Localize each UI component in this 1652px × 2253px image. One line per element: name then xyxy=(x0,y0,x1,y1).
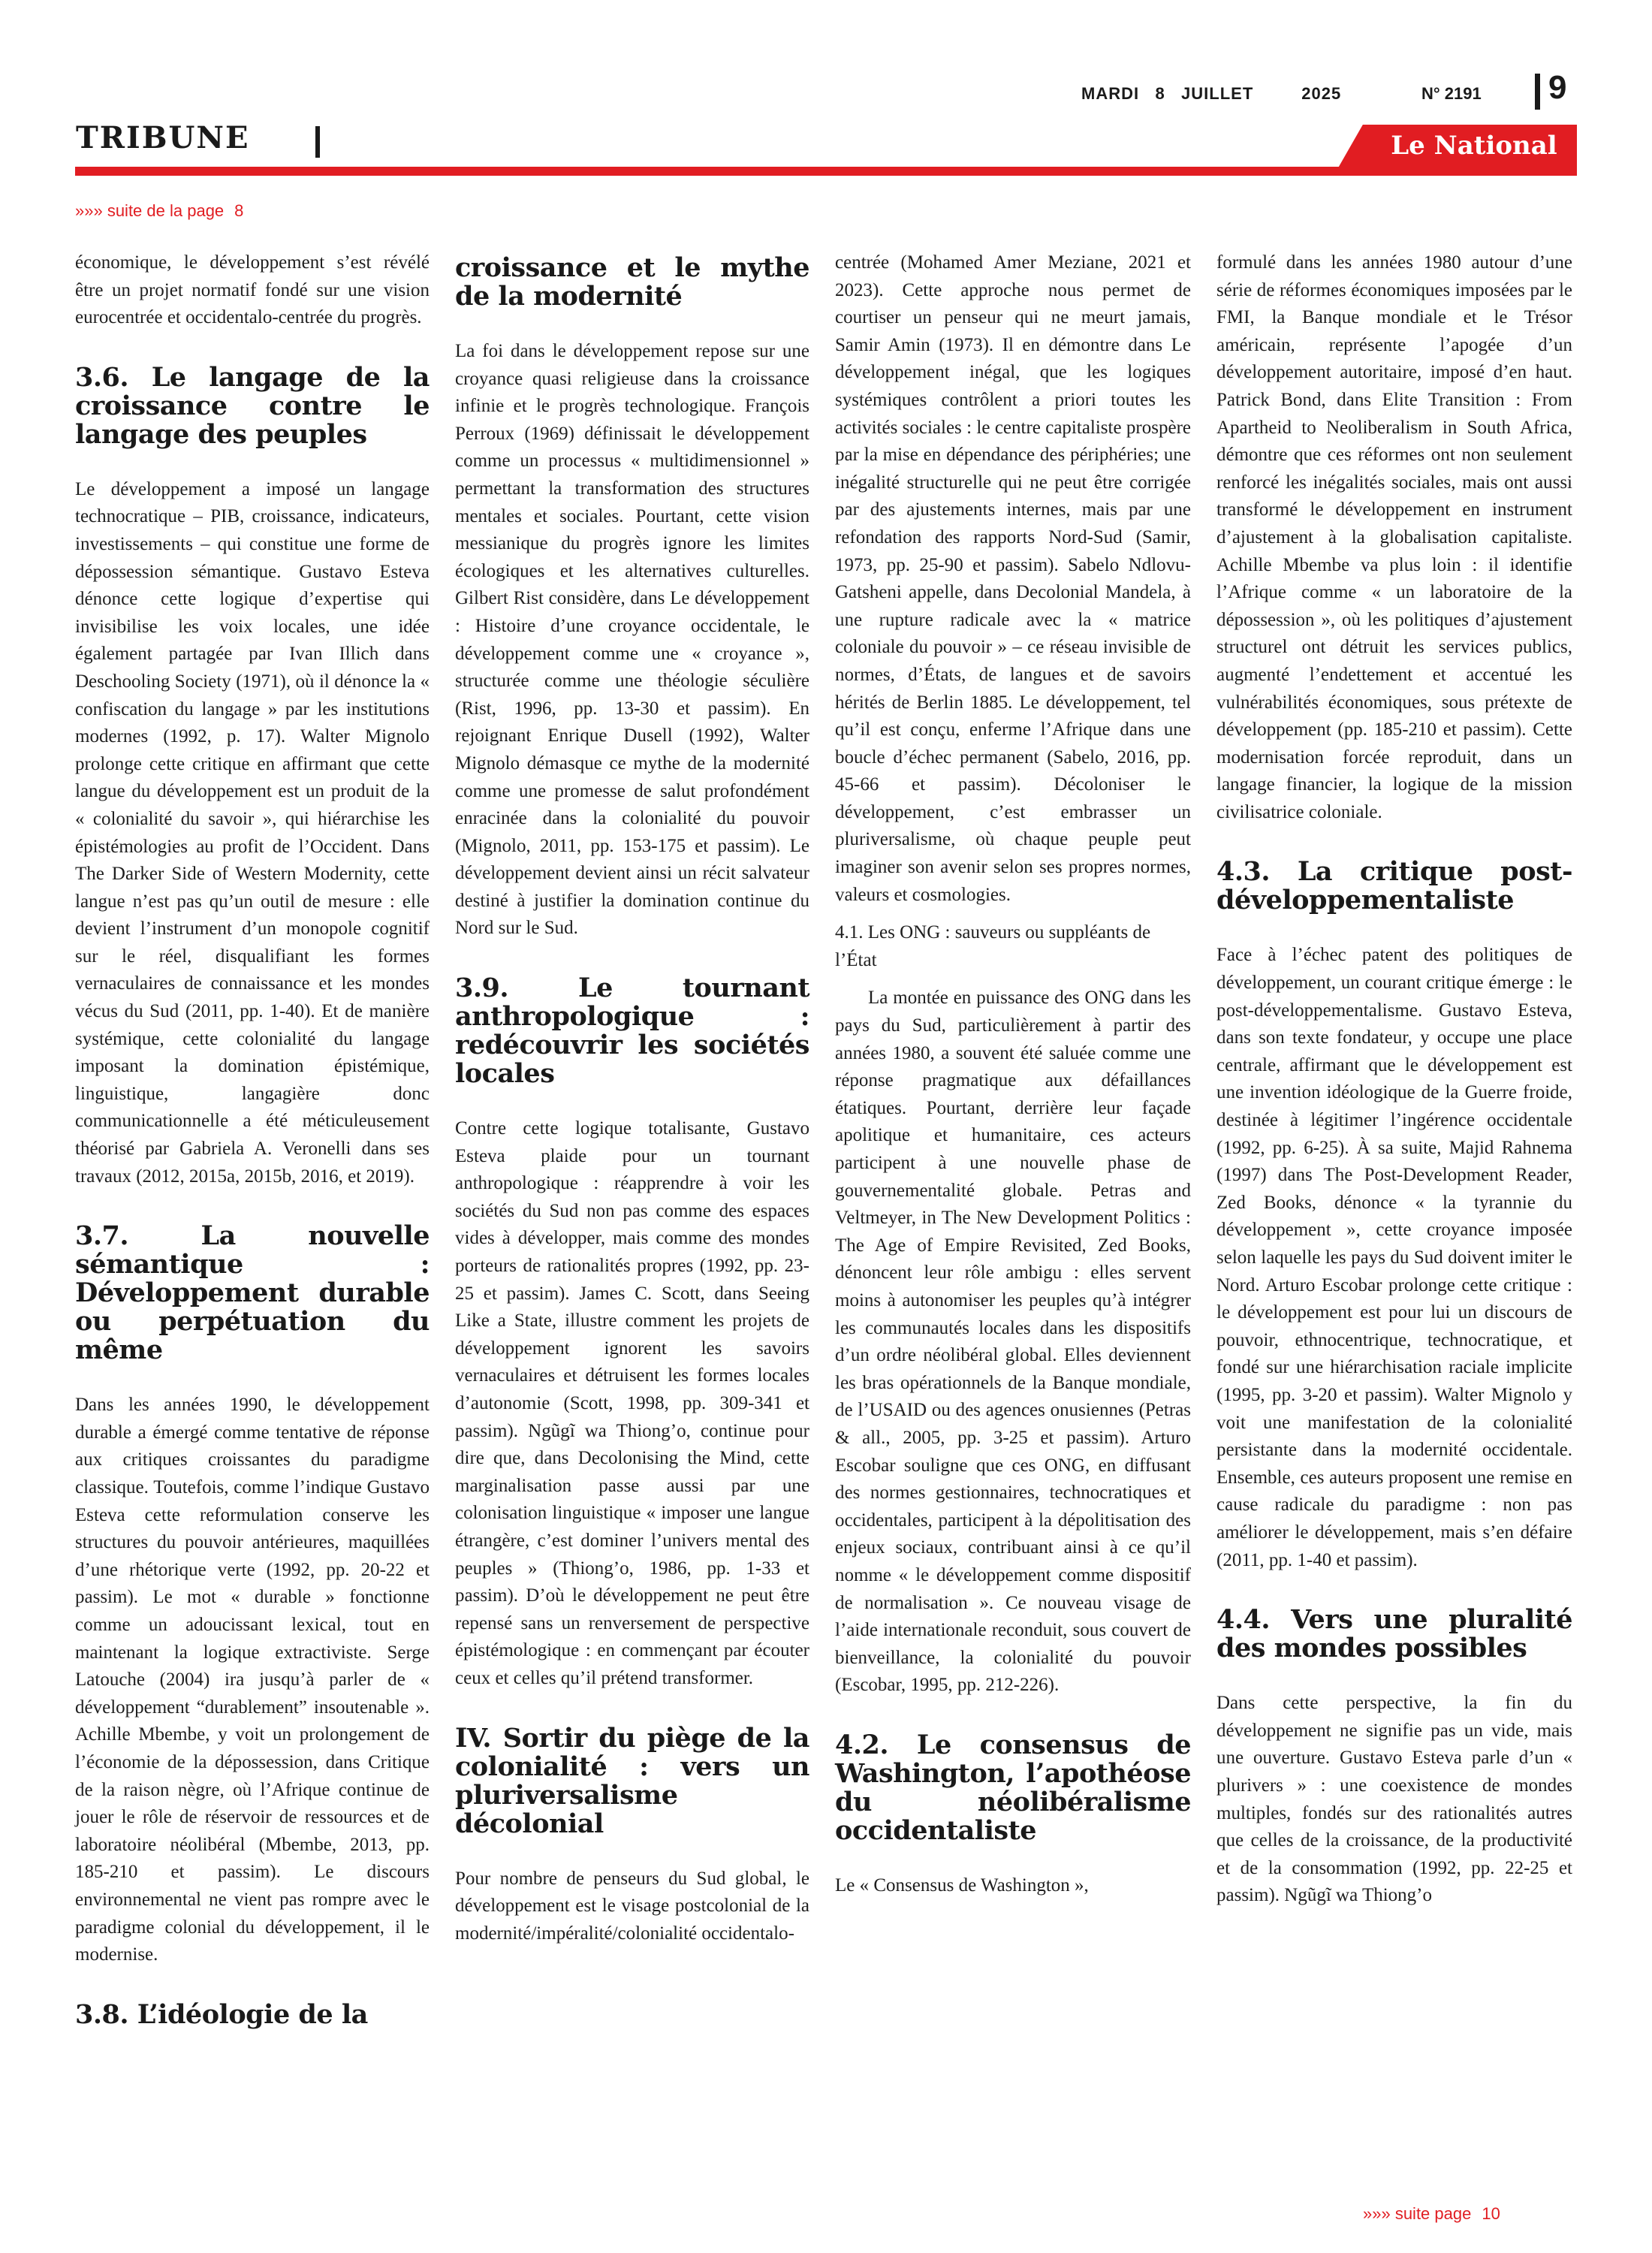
issue-date xyxy=(1081,84,1341,104)
paragraph: La foi dans le développement repose sur une croyance quasi religieuse dans la croissance infinie et le progrès technologique. François Perroux (1969) définissait le développement comme un processus « multidimensionnel » permettant la transformation des structures mentales et sociales. Pourtant, cette vision messianique du progrès ignore les limites écologiques et les alternatives culturelles. Gilbert Rist considère, dans Le développement : Histoire d’une croyance occidentale, le développement comme une « croyance », structurée comme une théologie séculière (Rist, 1996, pp. 13-30 et passim). En rejoignant Enrique Dusell (1992), Walter Mignolo démasque ce mythe de la modernité comme une promesse de salut profondément enracinée dans la colonialité du pouvoir (Mignolo, 2011, pp. 153-175 et passim). Le développement devient ainsi un récit salvateur destiné à justifier la domination continue du Nord sur le Sud. xyxy=(455,341,809,939)
continued-from-page: 8 xyxy=(234,201,244,220)
paragraph: Dans les années 1990, le développement durable a émergé comme tentative de réponse aux critiques croissantes du paradigme classique. Toutefois, comme l’indique Gustavo Esteva cette reformulation conserve les structures du pouvoir antérieures, maquillées d’une rhétorique verte (1992, pp. 20-22 et passim). Le mot « durable » fonctionne comme un adoucissant lexical, tout en maintenant la logique extractiviste. Serge Latouche (2004) ira jusqu’à parler de « développement “durablement” insoutenable ». Achille Mbembe, y voit un prolongement de l’économie de la dépossession, dans Critique de la raison nègre, où l’Afrique continue de jouer le rôle de réservoir de ressources et de laboratoire néolibéral (Mbembe, 2013, pp. 185-210 et passim). Le discours environnemental ne vient pas rompre avec le paradigme colonial du développement, il le modernise. xyxy=(75,1395,430,1965)
paragraph: Face à l’échec patent des politiques de développement, un courant critique émerge : le post-développementalisme. Gustavo Esteva, dans son texte fondateur, y occupe une place centrale, affirmant que le développement est une invention idéologique de la Guerre froide, destinée à légitimer l’ingérence occidentale (1992, pp. 6-25). À sa suite, Majid Rahnema (1997) dans The Post-Development Reader, Zed Books, dénonce « la tyrannie du développement », cette croyance imposée selon laquelle les pays du Sud doivent imiter le Nord. Arturo Escobar prolonge cette critique : le développement est pour lui un discours de pouvoir, ethnocentrique, technocratique, et fondé sur une hiérarchisation raciale implicite (1995, pp. 3-20 et passim). Walter Mignolo y voit une manifestation de la colonialité persistante dans la modernité occidentale. Ensemble, ces auteurs proposent une remise en cause radicale du paradigme : non pas améliorer le développement, mais s’en défaire (2011, pp. 1-40 et passim). xyxy=(1216,945,1572,1570)
continued-to-page: 10 xyxy=(1482,2204,1500,2223)
heading-3-8: 3.8. L’idéologie de la xyxy=(75,1998,368,2030)
heading-3-9: 3.9. Le tournant anthropologique : redécouvrir les sociétés locales xyxy=(455,973,809,1090)
section-title: TRIBUNE xyxy=(76,120,250,155)
column-2 xyxy=(455,249,809,1947)
continued-to-label: »»» suite page xyxy=(1363,2204,1472,2223)
issue-number: N° 2191 xyxy=(1421,84,1482,103)
continued-to xyxy=(1363,2204,1500,2224)
page-number-divider xyxy=(1535,74,1540,110)
paragraph: économique, le développement s’est révélé être un projet normatif fondé sur une vision eurocentrée et occidentalo-centrée du progrès. xyxy=(75,252,430,328)
date-num: 8 xyxy=(1155,84,1165,103)
year: 2025 xyxy=(1301,84,1342,103)
paragraph: Le « Consensus de Washington », xyxy=(835,1874,1089,1896)
paragraph: formulé dans les années 1980 autour d’une série de réformes économiques imposées par le FMI, la Banque mondiale et le Trésor américain, représente l’apogée d’un développement autoritaire, imposé d’en haut. Patrick Bond, dans Elite Transition : From Apartheid to Neoliberalism in South Africa, démontre que ces réformes ont non seulement renforcé les inégalités sociales, mais ont aussi transformé le développement en instrument d’ajustement à la globalisation capitaliste. Achille Mbembe va plus loin : il identifie l’Afrique comme « un laboratoire de la dépossession », où les politiques d’ajustement structurel ont détruit les services publics, augmenté l’endettement et accentué les vulnérabilités économiques, sous prétexte de développement (pp. 185-210 et passim). Cette modernisation forcée reproduit, dans un langage financier, la logique de la mission civilisatrice coloniale. xyxy=(1216,252,1572,822)
subheading-4-1: 4.1. Les ONG : sauveurs ou suppléants de l’État xyxy=(835,922,1151,970)
paragraph: Pour nombre de penseurs du Sud global, le développement est le visage postcolonial de la modernité/impéralité/colonialité occidentalo- xyxy=(455,1868,809,1944)
paragraph: Dans cette perspective, la fin du développement ne signifie pas un vide, mais une ouverture. Gustavo Esteva parle d’un « plurivers » : une coexistence de mondes multiples, fondés sur des rationalités autres que celles de la croissance, de la productivité et de la consommation (1992, pp. 22-25 et passim). Ngũgĩ wa Thiong’o xyxy=(1216,1693,1572,1906)
heading-3-7: 3.7. La nouvelle sémantique : Développement durable ou perpétuation du même xyxy=(75,1220,430,1366)
column-1 xyxy=(75,249,430,2029)
day: MARDI xyxy=(1081,84,1140,103)
heading-4-2: 4.2. Le consensus de Washington, l’apothéose du néolibéralisme occidentaliste xyxy=(835,1729,1191,1846)
paragraph: centrée (Mohamed Amer Meziane, 2021 et 2023). Cette approche nous permet de courtiser un penseur qui ne meurt jamais, Samir Amin (1973). Il en démontre dans Le développement inégal, que les logiques systémiques contrôlent a priori toutes les activités sociales : le centre capitaliste prospère par la mise en dépendance des périphéries; une inégalité structurelle qui ne peut être corrigée par des ajustements internes, mais par une refondation des rapports Nord-Sud (Samir, 1973, pp. 25-90 et passim). Sabelo Ndlovu-Gatsheni appelle, dans Decolonial Mandela, à une rupture radicale avec la « matrice coloniale du pouvoir » – ce réseau invisible de normes, d’États, de langues et de savoirs hérités de Berlin 1885. Le développement, tel qu’il est conçu, enferme l’Afrique dans une boucle d’échec permanent (Sabelo, 2016, pp. 45-66 et passim). Décoloniser le développement, c’est embrasser un pluriversalisme, où chaque peuple peut imaginer son avenir selon ses propres normes, valeurs et cosmologies. xyxy=(835,252,1191,905)
heading-3-6: 3.6. Le langage de la croissance contre le langage des peuples xyxy=(75,361,430,450)
section-divider xyxy=(315,126,320,158)
page-number: 9 xyxy=(1548,69,1567,106)
continued-from-label: »»» suite de la page xyxy=(75,201,225,220)
newspaper-brand: Le National xyxy=(1391,131,1557,161)
heading-4-3: 4.3. La critique post-développementaliste xyxy=(1216,856,1572,916)
paragraph: La montée en puissance des ONG dans les pays du Sud, particulièrement à partir des années 1980, a souvent été saluée comme une réponse pragmatique aux défaillances étatiques. Pourtant, derrière leur façade apolitique et humanitaire, ces acteurs participent à une nouvelle phase de gouvernementalité globale. Petras and Veltmeyer, in The New Development Politics : The Age of Empire Revisited, Zed Books, dénoncent leur rôle ambigu : elles servent moins à autonomiser les peuples qu’à intégrer les communautés locales dans les dispositifs d’un ordre néolibéral global. Elles deviennent les bras opérationnels de la Banque mondiale, de l’USAID ou des agences onusiennes (Petras & all., 2005, pp. 3-25 et passim). Arturo Escobar souligne que ces ONG, en diffusant des normes gestionnaires, technocratiques et occidentales, participent à la dépolitisation des enjeux sociaux, contribuant ainsi à ce qu’il nomme « le développement comme dispositif de normalisation ». Ce nouveau visage de l’aide internationale reconduit, sous couvert de bienveillance, la colonialité du pouvoir (Escobar, 1995, pp. 212-226). xyxy=(835,988,1191,1696)
heading-4-4: 4.4. Vers une pluralité des mondes possibles xyxy=(1216,1604,1572,1664)
paragraph: Contre cette logique totalisante, Gustavo Esteva plaide pour un tournant anthropologique : réapprendre à voir les sociétés du Sud non pas comme des espaces vides à développer, mais comme des mondes porteurs de rationalités propres (1992, pp. 23-25 et passim). James C. Scott, dans Seeing Like a State, illustre comment les projets de développement ignorent les savoirs vernaculaires et détruisent les formes locales d’autonomie (Scott, 1998, pp. 309-341 et passim). Ngũgĩ wa Thiong’o, continue pour dire que, dans Decolonising the Mind, cette marginalisation passe aussi par une colonisation linguistique « imposer une langue étrangère, c’est dominer l’univers mental des peuples » (Thiong’o, 1986, pp. 1-33 et passim). D’où le développement ne peut être repensé sans un renversement de perspective épistémologique : en commençant par écouter ceux et celles qu’il prétend transformer. xyxy=(455,1118,809,1688)
column-4 xyxy=(1216,249,1572,1910)
heading-iv: IV. Sortir du piège de la colonialité : vers un pluriversalisme décolonial xyxy=(455,1722,809,1839)
month: JUILLET xyxy=(1181,84,1254,103)
continued-from xyxy=(75,201,243,221)
column-3 xyxy=(835,249,1191,1899)
paragraph: Le développement a imposé un langage technocratique – PIB, croissance, indicateurs, investissements – qui constitue une forme de dépossession sémantique. Gustavo Esteva dénonce cette logique d’expertise qui invisibilise les voix locales, une idée également partagée par Ivan Illich dans Deschooling Society (1971), où il dénonce la « confiscation du langage » par les institutions modernes (1992, p. 17). Walter Mignolo prolonge cette critique en affirmant que cette langue du développement est un produit de la « colonialité du savoir », qui hiérarchise les épistémologies au profit de l’Occident. Dans The Darker Side of Western Modernity, cette langue n’est pas qu’un outil de mesure : elle devient l’instrument d’un monopole cognitif sur le réel, disqualifiant les formes vernaculaires de connaissance et les mondes vécus du Sud (2011, pp. 1-40). Et de manière systémique, cette colonialité du langage imposant la domination épistémique, linguistique, langagière donc communicationnelle a été méticuleusement théorisé par Gabriela A. Veronelli dans ses travaux (2012, 2015a, 2015b, 2016, et 2019). xyxy=(75,478,430,1187)
heading-3-8-cont: croissance et le mythe de la modernité xyxy=(455,252,809,312)
